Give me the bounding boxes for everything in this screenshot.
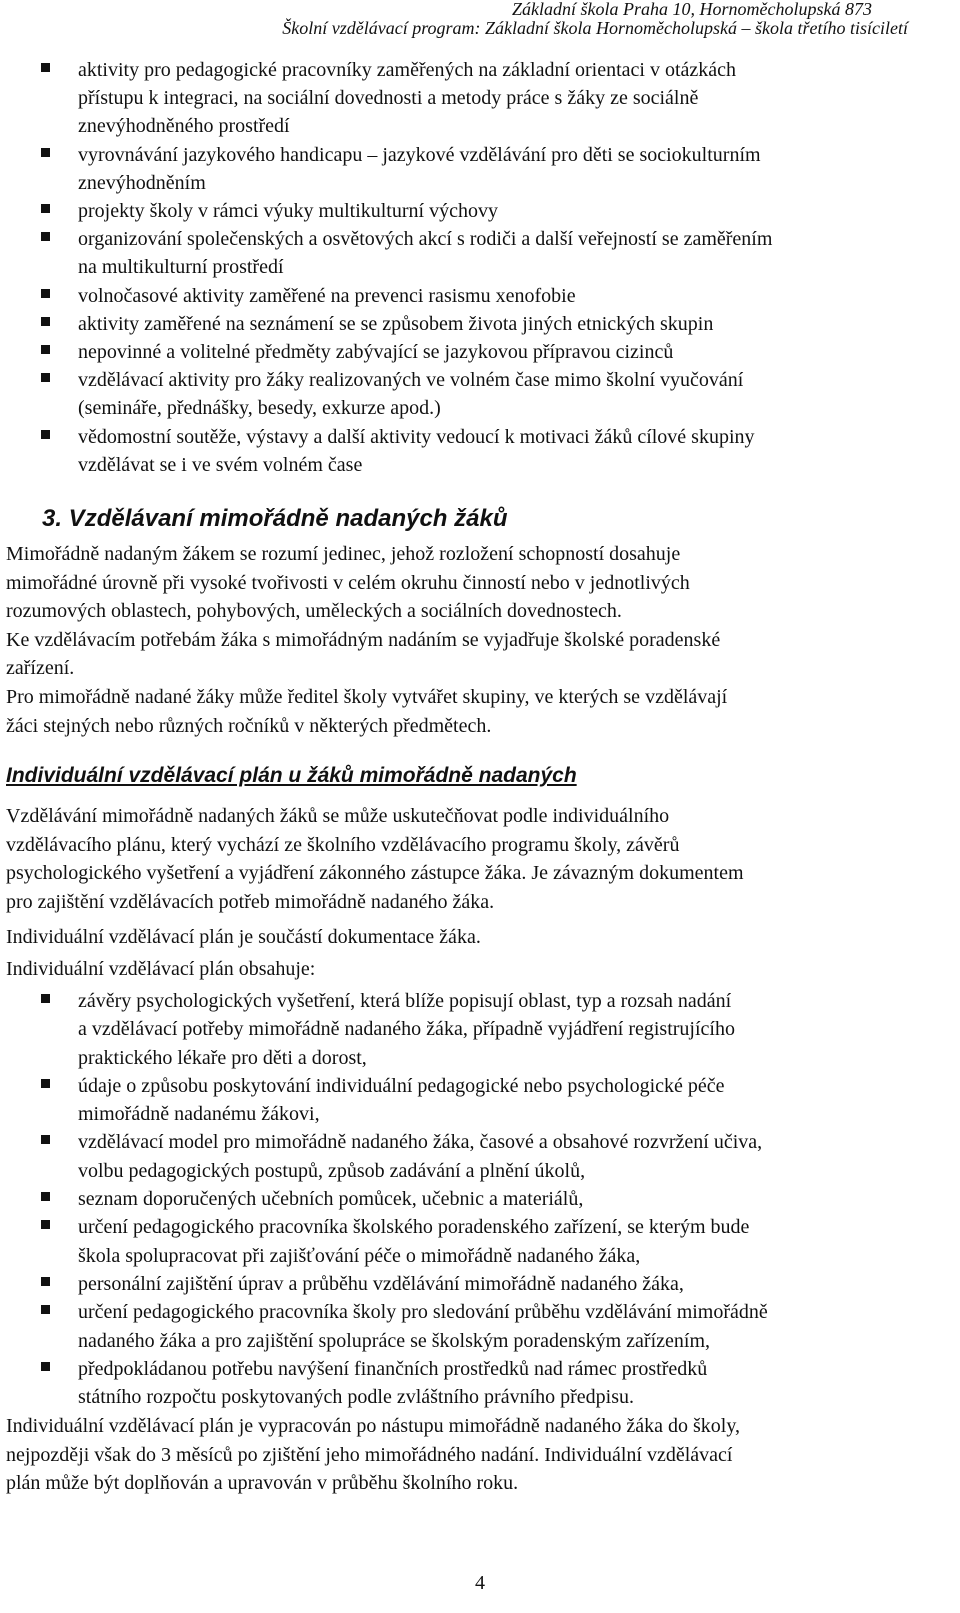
subsection-heading: Individuální vzdělávací plán u žáků mimořádně nadaných	[6, 764, 577, 787]
list-item: organizování společenských a osvětových akcí s rodiči a další veřejností se zaměřením na multikulturní prostředí	[0, 225, 960, 281]
paragraph-iep-documentation: Individuální vzdělávací plán je součástí dokumentace žáka.	[6, 926, 481, 948]
list-item: údaje o způsobu poskytování individuální pedagogické nebo psychologické péče mimořádně nadanému žákovi,	[0, 1072, 960, 1129]
paragraph-definition: Mimořádně nadaným žákem se rozumí jedinec, jehož rozložení schopností dosahuje mimořádné úrovně při vysoké tvořivosti v celém okruhu činností nebo v jednotlivých rozumových oblastech, pohybových, uměleckých a sociálních dovednostech. Ke vzdělávacím potřebám žáka s mimořádným nadáním se vyjadřuje školské poradenské zařízení.	[6, 543, 721, 679]
list-item: seznam doporučených učebních pomůcek, učebnic a materiálů,	[0, 1185, 960, 1213]
list-item: vědomostní soutěže, výstavy a další aktivity vedoucí k motivaci žáků cílové skupiny vzdělávat se i ve svém volném čase	[0, 423, 960, 479]
iep-contents-list	[0, 987, 960, 1411]
paragraph-iep-contents-intro: Individuální vzdělávací plán obsahuje:	[6, 958, 316, 980]
paragraph-iep-timing: Individuální vzdělávací plán je vypracován po nástupu mimořádně nadaného žáka do školy, nejpozději však do 3 měsíců po zjištění jeho mimořádného nadání. Individuální vzdělávací plán může být doplňován a upravován v průběhu školního roku.	[6, 1415, 741, 1494]
list-item: volnočasové aktivity zaměřené na prevenci rasismu xenofobie	[0, 282, 960, 310]
header-program-name: Školní vzdělávací program: Základní škola Hornoměcholupská – škola třetího tisíciletí	[282, 18, 908, 38]
list-item: předpokládanou potřebu navýšení finančních prostředků nad rámec prostředků státního rozpočtu poskytovaných podle zvláštního právního předpisu.	[0, 1355, 960, 1412]
list-item: závěry psychologických vyšetření, která blíže popisují oblast, typ a rozsah nadání a vzdělávací potřeby mimořádně nadaného žáka, případně vyjádření registrujícího praktického lékaře pro děti a dorost,	[0, 987, 960, 1072]
list-item: určení pedagogického pracovníka školy pro sledování průběhu vzdělávání mimořádně nadaného žáka a pro zajištění spolupráce se školským poradenským zařízením,	[0, 1298, 960, 1355]
page-number: 4	[475, 1572, 485, 1594]
list-item: aktivity pro pedagogické pracovníky zaměřených na základní orientaci v otázkách přístupu k integraci, na sociální dovednosti a metody práce s žáky ze sociálně znevýhodněného prostředí	[0, 56, 960, 141]
list-item: určení pedagogického pracovníka školského poradenského zařízení, se kterým bude škola spolupracovat při zajišťování péče o mimořádně nadaného žáka,	[0, 1213, 960, 1270]
header-school-name: Základní škola Praha 10, Hornoměcholupská 873	[512, 0, 872, 19]
paragraph-groups: Pro mimořádně nadané žáky může ředitel školy vytvářet skupiny, ve kterých se vzdělávají žáci stejných nebo různých ročníků v některých předmětech.	[6, 686, 728, 737]
list-item: personální zajištění úprav a průběhu vzdělávání mimořádně nadaného žáka,	[0, 1270, 960, 1298]
list-item: aktivity zaměřené na seznámení se se způsobem života jiných etnických skupin	[0, 310, 960, 338]
list-item: vzdělávací model pro mimořádně nadaného žáka, časové a obsahové rozvržení učiva, volbu pedagogických postupů, způsob zadávání a plnění úkolů,	[0, 1128, 960, 1185]
list-item: vyrovnávání jazykového handicapu – jazykové vzdělávání pro děti se sociokulturním znevýhodněním	[0, 141, 960, 197]
integration-activities-list	[0, 56, 960, 479]
list-item: projekty školy v rámci výuky multikulturní výchovy	[0, 197, 960, 225]
paragraph-iep-intro: Vzdělávání mimořádně nadaných žáků se může uskutečňovat podle individuálního vzdělávacího plánu, který vychází ze školního vzdělávacího programu školy, závěrů psychologického vyšetření a vyjádření zákonného zástupce žáka. Je závazným dokumentem pro zajištění vzdělávacích potřeb mimořádně nadaného žáka.	[6, 805, 744, 913]
list-item: nepovinné a volitelné předměty zabývající se jazykovou přípravou cizinců	[0, 338, 960, 366]
section-heading: 3. Vzdělávaní mimořádně nadaných žáků	[42, 505, 508, 532]
list-item: vzdělávací aktivity pro žáky realizovaných ve volném čase mimo školní vyučování (semináře, přednášky, besedy, exkurze apod.)	[0, 366, 960, 422]
